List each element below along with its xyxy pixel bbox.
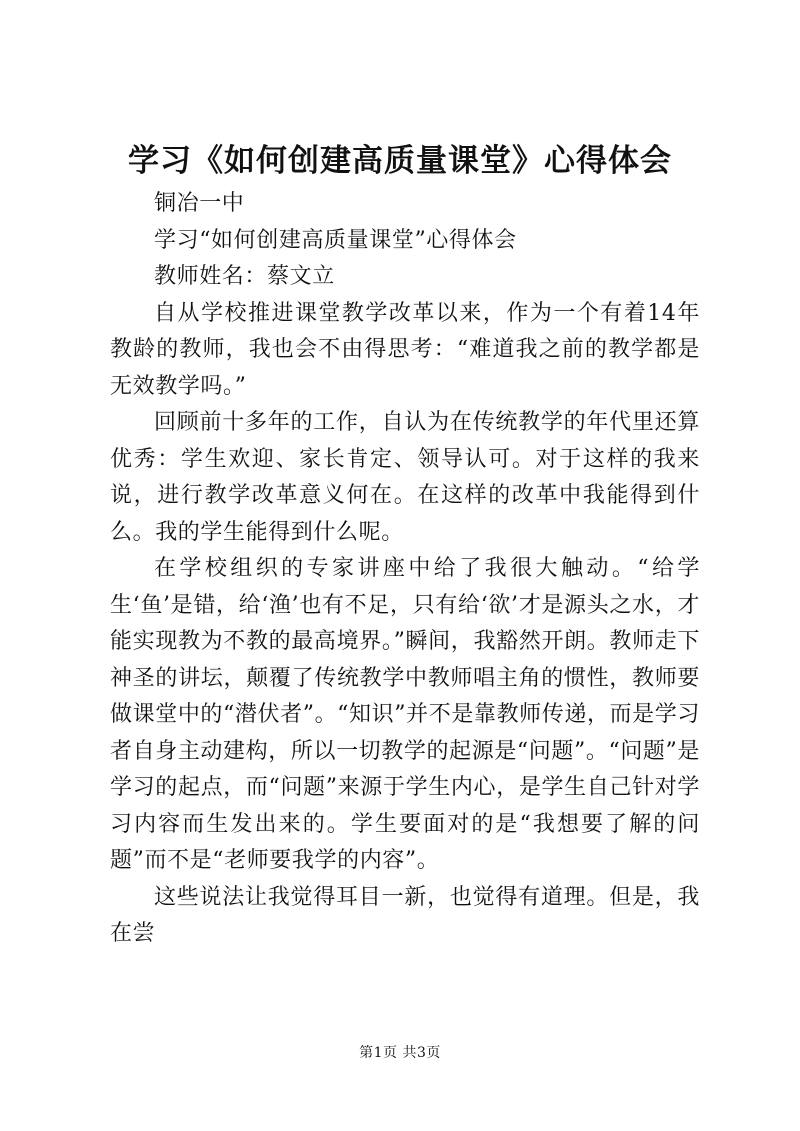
school-name: 铜冶一中: [154, 191, 245, 216]
subtitle-line: 学习“如何创建高质量课堂”心得体会: [154, 227, 517, 253]
document-title: 学习《如何创建高质量课堂》心得体会: [128, 143, 672, 179]
document-body: [110, 186, 700, 953]
paragraph: 这些说法让我觉得耳目一新，也觉得有道理。但是，我在尝: [110, 884, 700, 946]
page-number-footer: 第1页 共3页: [359, 1045, 441, 1061]
teacher-name-line: 教师姓名：蔡文立: [154, 264, 335, 289]
paragraph: 在学校组织的专家讲座中给了我很大触动。“给学生‘鱼’是错，给‘渔’也有不足，只有给‘欲’才是源头之水，才能实现教为不教的最高境界。”瞬间，我豁然开朗。教师走下神圣的讲坛，颠覆了传统教学中教师唱主角的惯性，教师要做课堂中的“潜伏者”。“知识”并不是靠教师传递，而是学习者自身主动建构，所以一切教学的起源是“问题”。“问题”是学习的起点，而“问题”来源于学生内心，是学生自己针对学习内容而生发出来的。学生要面对的是“我想要了解的问题”而不是“老师要我学的内容”。: [110, 556, 700, 873]
paragraph: 自从学校推进课堂教学改革以来，作为一个有着14年教龄的教师，我也会不由得思考：“难道我之前的教学都是无效教学吗。”: [110, 300, 700, 399]
paragraph: 回顾前十多年的工作，自认为在传统教学的年代里还算优秀：学生欢迎、家长肯定、领导认可。对于这样的我来说，进行教学改革意义何在。在这样的改革中我能得到什么。我的学生能得到什么呢。: [110, 410, 700, 545]
